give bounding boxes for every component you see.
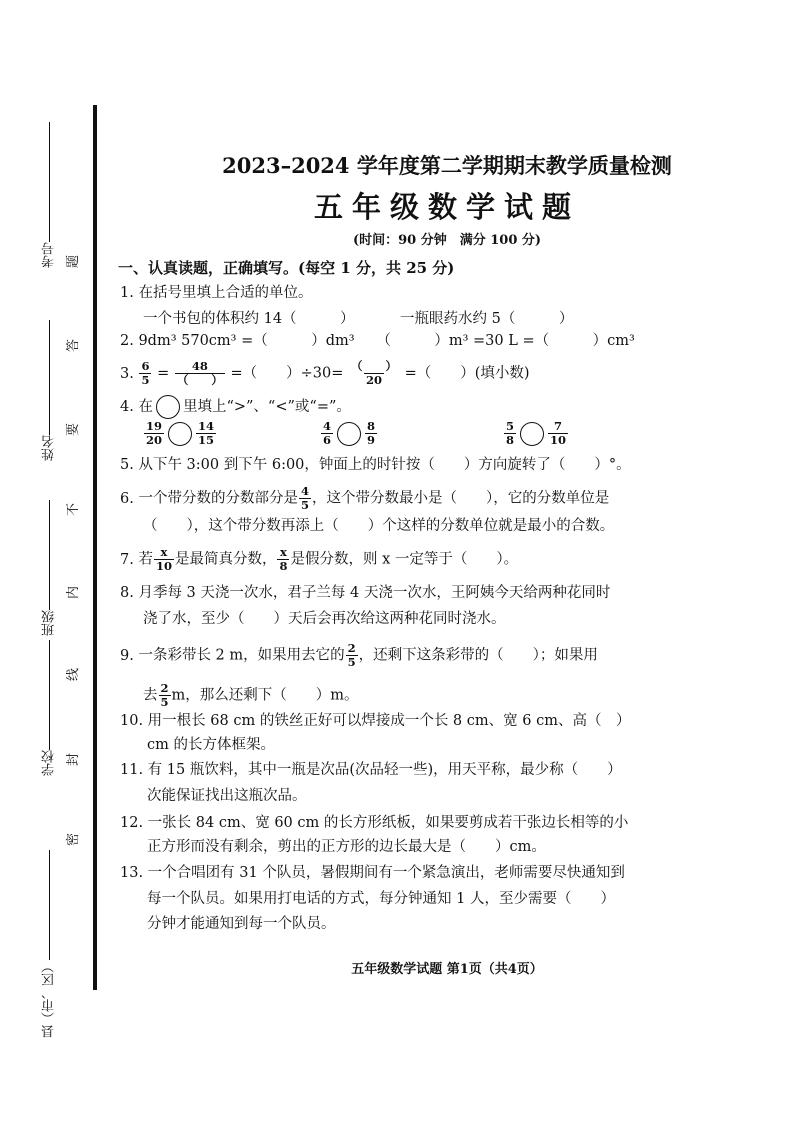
fraction bbox=[365, 420, 377, 447]
school-field bbox=[40, 640, 59, 776]
question-2 bbox=[120, 331, 635, 351]
question-7 bbox=[120, 546, 518, 573]
fraction bbox=[144, 420, 164, 447]
question-text-2: 是最简真分数， bbox=[174, 551, 277, 568]
fraction-numerator: 19 bbox=[146, 419, 163, 433]
question-number: 6. bbox=[120, 490, 134, 507]
question-1-item-b: 一瓶眼药水约 5（ ） bbox=[400, 311, 574, 327]
question-4 bbox=[120, 395, 351, 419]
question-text: 月季每 3 天浇一次水，君子兰每 4 天浇一次水，王阿姨今天给两种花同时 bbox=[138, 585, 611, 601]
question-12-line-2: 正方形而没有剩余，剪出的正方形的边长最大是（ ）cm。 bbox=[147, 839, 546, 855]
fraction-denominator: 9 bbox=[367, 433, 376, 447]
compare-circle[interactable] bbox=[337, 422, 361, 446]
fraction-numerator: x bbox=[160, 545, 168, 559]
question-text: 一个带分数的分数部分是 bbox=[138, 490, 298, 507]
fraction bbox=[504, 420, 516, 447]
fraction-denominator: 15 bbox=[198, 433, 215, 447]
question-10-line-2: cm 的长方体框架。 bbox=[147, 737, 275, 753]
class-label: 班级 bbox=[42, 610, 57, 636]
question-9-line-2 bbox=[143, 682, 359, 709]
fraction bbox=[299, 485, 311, 512]
fraction bbox=[196, 420, 216, 447]
exam-no-label: 考号 bbox=[42, 242, 57, 268]
question-6-line-2: （ ），这个带分数再添上（ ）个这样的分数单位就是最小的合数。 bbox=[143, 518, 615, 534]
fraction-numerator: 6 bbox=[141, 359, 150, 373]
question-1-item-a: 一个书包的体积约 14（ ） bbox=[143, 311, 355, 327]
seal-char-6: 线 bbox=[66, 667, 82, 682]
question-number: 10. bbox=[120, 713, 144, 729]
fraction-denominator: 20 bbox=[365, 373, 382, 387]
question-number: 12. bbox=[120, 815, 144, 831]
question-text-2: ，这个带分数最小是（ ），它的分数单位是 bbox=[311, 490, 610, 507]
seal-char-3: 要 bbox=[66, 422, 82, 437]
fraction-numerator: 4 bbox=[300, 484, 309, 498]
fraction bbox=[349, 360, 399, 387]
question-text-3: 是假分数，则 x 一定等于（ ）。 bbox=[290, 551, 519, 568]
fraction-numerator: 8 bbox=[367, 419, 376, 433]
school-rule bbox=[49, 640, 50, 750]
question-text: 从下午 3:00 到下午 6:00，钟面上的时针按（ ）方向旋转了（ ）°。 bbox=[138, 457, 631, 473]
question-text: 在括号里填上合适的单位。 bbox=[138, 285, 313, 301]
question-11 bbox=[120, 760, 622, 780]
question-text: 在 bbox=[138, 399, 153, 415]
fraction-numerator: （ ） bbox=[350, 359, 397, 373]
question-12 bbox=[120, 813, 628, 833]
fraction-numerator: 48 bbox=[191, 359, 208, 373]
question-text: 用一根长 68 cm 的铁丝正好可以焊接成一个长 8 cm、宽 6 cm、高（ ） bbox=[147, 713, 631, 729]
section-heading: 一、认真读题，正确填写。(每空 1 分，共 25 分) bbox=[118, 259, 455, 277]
question-number: 1. bbox=[120, 285, 134, 301]
question-number: 8. bbox=[120, 585, 134, 601]
question-text: 去 bbox=[143, 687, 158, 704]
question-11-line-2: 次能保证找出这瓶次品。 bbox=[147, 788, 307, 804]
seal-char-4: 不 bbox=[66, 502, 82, 517]
question-number: 7. bbox=[120, 551, 134, 568]
fraction-denominator: 8 bbox=[279, 559, 288, 573]
question-number: 9. bbox=[120, 647, 134, 664]
fraction-denominator: 5 bbox=[141, 373, 150, 387]
fraction bbox=[277, 546, 289, 573]
page-footer: 五年级数学试题 第1页（共4页） bbox=[351, 962, 543, 977]
question-number: 2. bbox=[120, 333, 134, 349]
compare-pair-3 bbox=[503, 420, 569, 447]
question-number: 5. bbox=[120, 457, 134, 473]
compare-circle[interactable] bbox=[520, 422, 544, 446]
question-13-line-3: 分钟才能通知到每一个队员。 bbox=[147, 916, 336, 932]
fraction bbox=[159, 682, 171, 709]
question-text: 9dm³ 570cm³ =（ ）dm³ （ ）m³ =30 L =（ ）cm³ bbox=[138, 333, 635, 349]
question-13 bbox=[120, 863, 625, 883]
question-text-2: m，那么还剩下（ ）m。 bbox=[171, 687, 359, 704]
name-label: 姓名 bbox=[42, 435, 57, 461]
fraction-denominator: （ ） bbox=[176, 373, 223, 387]
question-number: 4. bbox=[120, 399, 134, 415]
question-8 bbox=[120, 583, 610, 603]
question-text: 一张长 84 cm、宽 60 cm 的长方形纸板，如果要剪成若干张边长相等的小 bbox=[147, 815, 629, 831]
fraction-denominator: 10 bbox=[155, 559, 172, 573]
fraction-numerator: 14 bbox=[198, 419, 215, 433]
fraction bbox=[548, 420, 568, 447]
question-10 bbox=[120, 711, 630, 731]
fraction-numerator: 4 bbox=[323, 419, 332, 433]
question-text: 一条彩带长 2 m，如果用去它的 bbox=[138, 647, 345, 664]
question-6 bbox=[120, 485, 609, 512]
fraction-denominator: 10 bbox=[550, 433, 567, 447]
compare-circle[interactable] bbox=[168, 422, 192, 446]
equals-sign: = bbox=[157, 365, 170, 382]
fraction-numerator: 7 bbox=[554, 419, 563, 433]
fraction bbox=[321, 420, 333, 447]
question-text-2: ，还剩下这条彩带的（ ）；如果用 bbox=[358, 647, 598, 664]
question-5 bbox=[120, 455, 631, 475]
fraction bbox=[154, 546, 174, 573]
class-rule bbox=[49, 500, 50, 610]
question-text: 有 15 瓶饮料，其中一瓶是次品(次品轻一些)，用天平称，最少称（ ） bbox=[147, 762, 622, 778]
question-number: 3. bbox=[120, 365, 134, 382]
fraction-numerator: 5 bbox=[506, 419, 515, 433]
fraction-numerator: 2 bbox=[347, 641, 356, 655]
name-field bbox=[40, 320, 59, 461]
fraction-denominator: 20 bbox=[146, 433, 163, 447]
county-label: 县（市、区） bbox=[42, 960, 57, 1038]
fraction-denominator: 8 bbox=[506, 433, 515, 447]
fraction-denominator: 6 bbox=[323, 433, 332, 447]
seal-char-5: 内 bbox=[66, 585, 82, 600]
fraction-numerator: 2 bbox=[160, 681, 169, 695]
class-field bbox=[40, 500, 59, 636]
name-rule bbox=[49, 320, 50, 435]
question-3 bbox=[120, 360, 530, 387]
question-8-line-2: 浇了水，至少（ ）天后会再次给这两种花同时浇水。 bbox=[143, 611, 506, 627]
fraction-numerator: x bbox=[280, 545, 287, 559]
county-field bbox=[40, 850, 59, 1038]
question-1 bbox=[120, 283, 312, 303]
exam-session-title: 2023–2024 学年度第二学期期末教学质量检测 bbox=[222, 153, 672, 178]
question-text-tail: =（ ）(填小数) bbox=[404, 365, 530, 382]
question-number: 11. bbox=[120, 762, 144, 778]
question-13-line-2: 每一个队员。如果用打电话的方式，每分钟通知 1 人，至少需要（ ） bbox=[147, 891, 615, 907]
seal-char-7: 封 bbox=[66, 752, 82, 767]
compare-pair-2 bbox=[320, 420, 378, 447]
circle-icon bbox=[156, 395, 180, 419]
seal-char-8: 密 bbox=[66, 832, 82, 847]
question-number: 13. bbox=[120, 865, 144, 881]
exam-subject-title: 五年级数学试题 bbox=[313, 190, 580, 224]
fraction-denominator: 5 bbox=[300, 498, 309, 512]
question-9 bbox=[120, 642, 598, 669]
fraction bbox=[139, 360, 151, 387]
question-text-2: 里填上“>”、“<”或“=”。 bbox=[182, 399, 351, 415]
fraction bbox=[175, 360, 225, 387]
seal-char-1: 题 bbox=[66, 254, 82, 269]
fraction bbox=[346, 642, 358, 669]
compare-pair-1 bbox=[143, 420, 217, 447]
fraction-denominator: 5 bbox=[347, 655, 356, 669]
school-label: 学校 bbox=[42, 750, 57, 776]
question-text: =（ ）÷30= bbox=[230, 365, 344, 382]
question-text: 若 bbox=[138, 551, 153, 568]
question-text: 一个合唱团有 31 个队员，暑假期间有一个紧急演出，老师需要尽快通知到 bbox=[147, 865, 625, 881]
county-rule bbox=[49, 850, 50, 960]
fraction-denominator: 5 bbox=[160, 695, 169, 709]
seal-char-2: 答 bbox=[66, 338, 82, 353]
exam-time-info: (时间：90 分钟 满分 100 分) bbox=[352, 233, 542, 248]
